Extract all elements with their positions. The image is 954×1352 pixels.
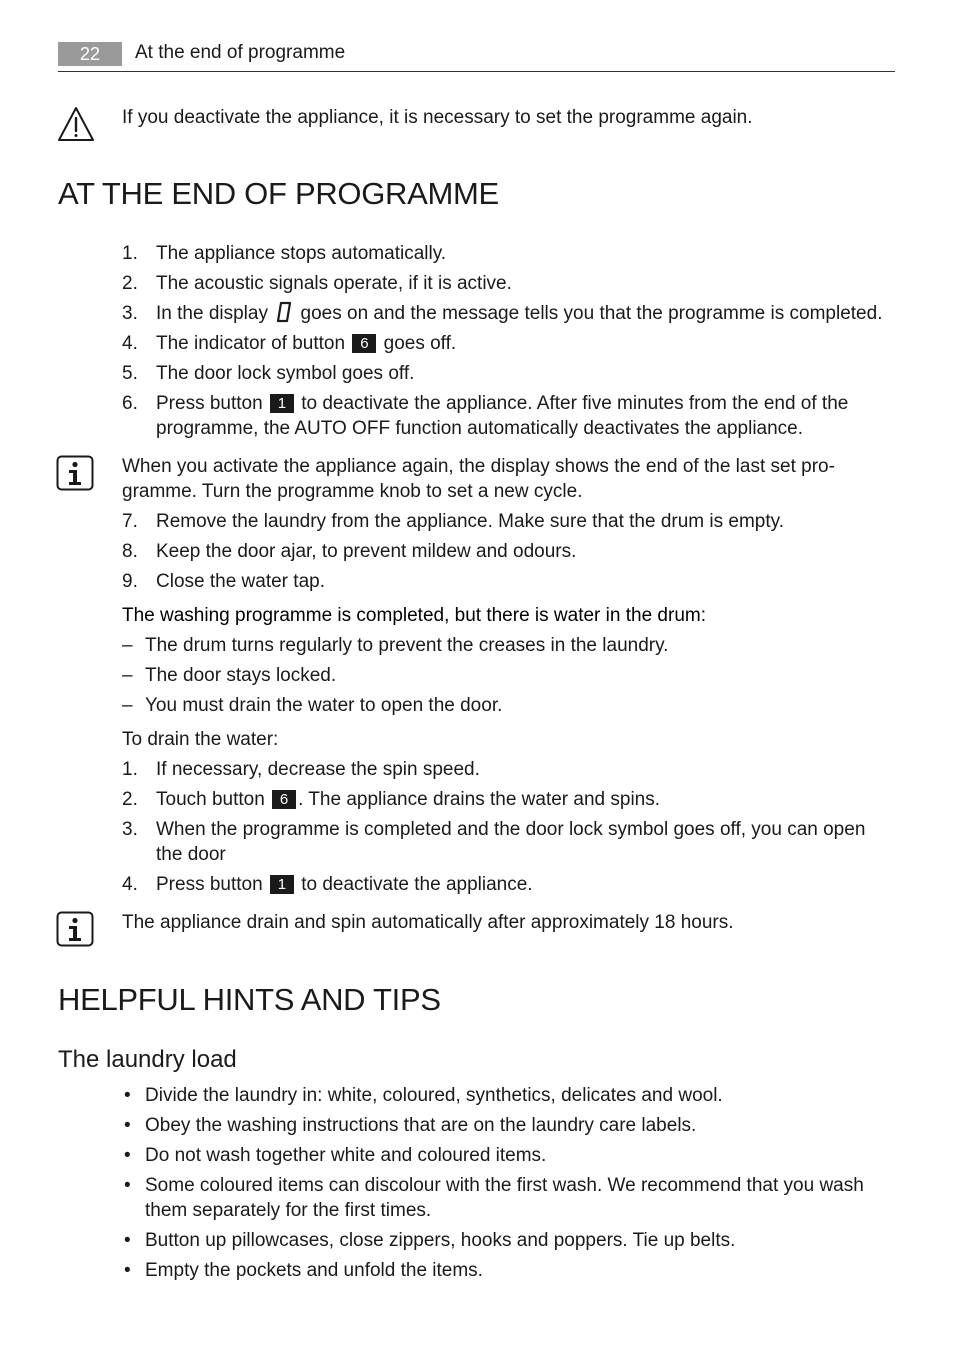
dash-item: The door stays locked. xyxy=(145,665,337,686)
step-text: The door lock symbol goes off. xyxy=(156,363,415,384)
dash-marker: – xyxy=(122,665,133,686)
bullet-item: Obey the washing instructions that are on the laundry care labels. xyxy=(145,1115,697,1136)
step-number: 1. xyxy=(122,759,138,780)
step-text xyxy=(156,787,891,812)
step-text: Keep the door ajar, to prevent mildew and odours. xyxy=(156,541,577,562)
step-text xyxy=(156,301,891,326)
bullet-item: Do not wash together white and coloured items. xyxy=(145,1145,547,1166)
info-note: The appliance drain and spin automatically after approximately 18 hours. xyxy=(122,912,734,933)
page-header xyxy=(58,40,895,72)
step-text-post: goes on and the message tells you that the programme is completed. xyxy=(300,303,883,324)
dash-item: You must drain the water to open the door. xyxy=(145,695,503,716)
info-note-line: When you activate the appliance again, the display shows the end of the last set pro- xyxy=(122,456,835,477)
step-text-continuation: programme, the AUTO OFF function automatically deactivates the appliance. xyxy=(156,418,804,439)
button-6-label: 6 xyxy=(352,334,376,353)
dash-item: The drum turns regularly to prevent the creases in the laundry. xyxy=(145,635,669,656)
step-text: When the programme is completed and the door lock symbol goes off, you can open xyxy=(156,819,866,840)
subsection-title-laundry-load: The laundry load xyxy=(58,1046,237,1073)
bullet-item: Some coloured items can discolour with the first wash. We recommend that you wash xyxy=(145,1175,864,1196)
button-6-label: 6 xyxy=(272,790,296,809)
step-text-continuation: the door xyxy=(156,844,226,865)
water-in-drum-heading: The washing programme is completed, but there is water in the drum: xyxy=(122,605,706,626)
step-number: 3. xyxy=(122,819,138,840)
step-number: 4. xyxy=(122,874,138,895)
step-number: 4. xyxy=(122,333,138,354)
bullet-item-continuation: them separately for the first times. xyxy=(145,1200,432,1221)
drain-intro: To drain the water: xyxy=(122,729,279,750)
bullet-marker: • xyxy=(124,1230,131,1251)
info-note-line: gramme. Turn the programme knob to set a new cycle. xyxy=(122,481,583,502)
step-text: The acoustic signals operate, if it is active. xyxy=(156,273,512,294)
info-icon xyxy=(56,911,94,947)
bullet-item: Button up pillowcases, close zippers, hooks and poppers. Tie up belts. xyxy=(145,1230,736,1251)
step-text-post: goes off. xyxy=(383,333,457,354)
step-text-post: . The appliance drains the water and spins. xyxy=(298,789,661,810)
step-text xyxy=(156,872,891,897)
seven-segment-zero-icon xyxy=(276,301,292,323)
warning-triangle-icon xyxy=(57,106,95,142)
running-title: At the end of programme xyxy=(135,42,346,63)
dash-marker: – xyxy=(122,635,133,656)
bullet-marker: • xyxy=(124,1145,131,1166)
section-title-end-of-programme: AT THE END OF PROGRAMME xyxy=(58,176,499,211)
step-text-pre: Touch button xyxy=(156,789,265,810)
step-text: Close the water tap. xyxy=(156,571,325,592)
bullet-marker: • xyxy=(124,1115,131,1136)
bullet-marker: • xyxy=(124,1260,131,1281)
step-text: Remove the laundry from the appliance. Make sure that the drum is empty. xyxy=(156,511,785,532)
step-number: 6. xyxy=(122,393,138,414)
button-1-label: 1 xyxy=(270,875,294,894)
step-number: 2. xyxy=(122,789,138,810)
step-number: 2. xyxy=(122,273,138,294)
step-text: If necessary, decrease the spin speed. xyxy=(156,759,480,780)
step-text xyxy=(156,331,891,356)
step-number: 3. xyxy=(122,303,138,324)
button-1-label: 1 xyxy=(270,394,294,413)
step-number: 1. xyxy=(122,243,138,264)
step-number: 5. xyxy=(122,363,138,384)
info-icon xyxy=(56,455,94,491)
step-text-pre: In the display xyxy=(156,303,268,324)
bullet-item: Divide the laundry in: white, coloured, synthetics, delicates and wool. xyxy=(145,1085,723,1106)
step-text-pre: Press button xyxy=(156,874,263,895)
step-text-post: to deactivate the appliance. After five minutes from the end of the xyxy=(301,393,849,414)
warning-note: If you deactivate the appliance, it is necessary to set the programme again. xyxy=(122,107,753,128)
step-number: 9. xyxy=(122,571,138,592)
step-text xyxy=(156,391,891,416)
bullet-item: Empty the pockets and unfold the items. xyxy=(145,1260,483,1281)
step-number: 8. xyxy=(122,541,138,562)
step-text-pre: Press button xyxy=(156,393,263,414)
step-text-post: to deactivate the appliance. xyxy=(301,874,533,895)
step-text-pre: The indicator of button xyxy=(156,333,346,354)
section-title-helpful-hints: HELPFUL HINTS AND TIPS xyxy=(58,982,441,1017)
step-text: The appliance stops automatically. xyxy=(156,243,447,264)
bullet-marker: • xyxy=(124,1085,131,1106)
bullet-marker: • xyxy=(124,1175,131,1196)
page-number: 22 xyxy=(58,42,122,66)
step-number: 7. xyxy=(122,511,138,532)
dash-marker: – xyxy=(122,695,133,716)
